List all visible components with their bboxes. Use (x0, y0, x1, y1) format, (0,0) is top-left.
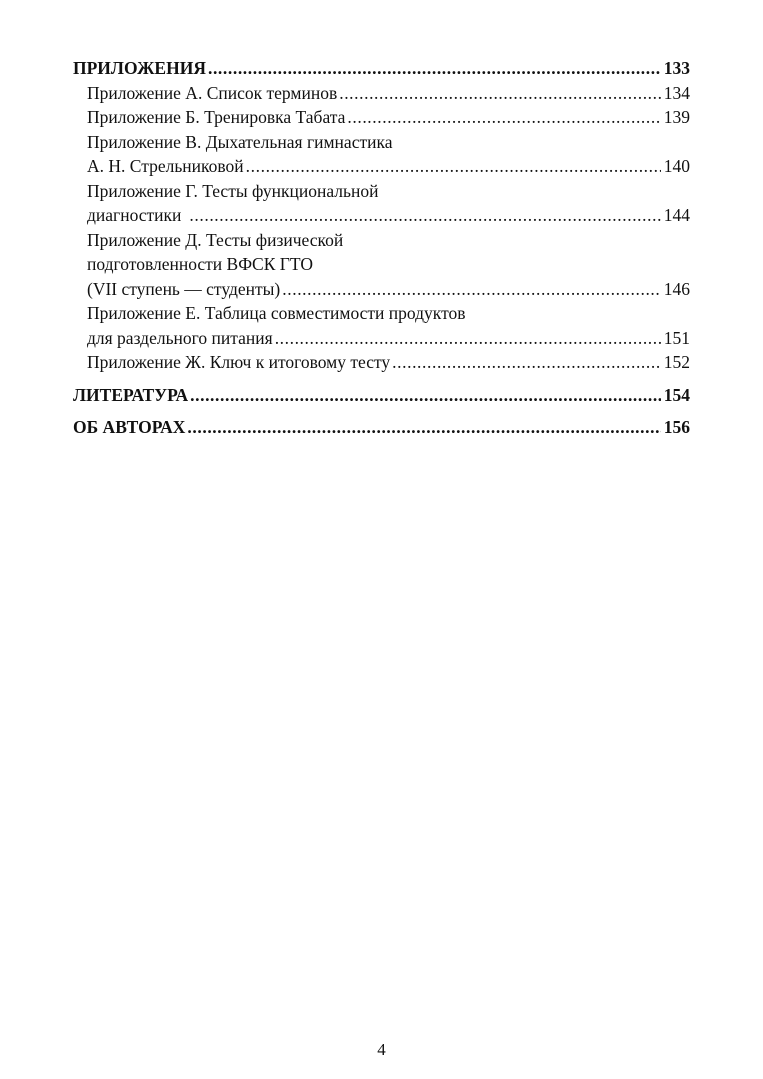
toc-entry-title-line: Приложение Е. Таблица совместимости продуктов (87, 303, 466, 323)
toc-entry-literature[interactable] (73, 383, 690, 408)
toc-entry-page: 152 (663, 352, 690, 372)
toc-entry-appendix-v[interactable] (73, 130, 690, 179)
toc-entry-title-line: Приложение В. Дыхательная гимнастика (87, 131, 393, 152)
toc-entry-appendix-b[interactable] (73, 105, 690, 130)
toc-entry-title-line: Приложение Г. Тесты функциональной (87, 180, 379, 201)
toc-entry-about-authors[interactable] (73, 415, 690, 440)
leader-dots (208, 56, 661, 81)
toc-entry-appendix-a[interactable] (73, 81, 690, 106)
toc-entry-appendix-e[interactable] (73, 301, 690, 350)
toc-entry-appendix-g[interactable] (73, 179, 690, 228)
toc-entry-page: 146 (663, 278, 690, 299)
toc-entry-page: 151 (663, 327, 690, 348)
leader-dots (189, 203, 660, 228)
toc-entry-appendix-d[interactable] (73, 228, 690, 302)
leader-dots (392, 350, 661, 375)
toc-entry-title-line: (VII ступень — студенты) (87, 278, 281, 299)
toc-entry-title: ЛИТЕРАТУРА (73, 384, 189, 405)
toc-entry-page: 156 (663, 417, 690, 437)
toc-entry-page: 133 (663, 58, 690, 78)
toc-entry-appendix-zh[interactable] (73, 350, 690, 375)
leader-dots (347, 105, 660, 130)
leader-dots (275, 326, 661, 351)
table-of-contents (73, 56, 690, 440)
toc-entry-title: Приложение А. Список терминов (87, 82, 338, 103)
toc-entry-title-line: Приложение Д. Тесты физической (87, 229, 344, 250)
toc-entry-page: 154 (663, 384, 690, 405)
toc-entry-page: 134 (663, 82, 690, 103)
toc-entry-appendices[interactable] (73, 56, 690, 81)
toc-entry-title-line: А. Н. Стрельниковой (87, 156, 244, 176)
toc-entry-title: ПРИЛОЖЕНИЯ (73, 58, 206, 78)
toc-entry-title-line: диагностики (87, 205, 182, 225)
toc-entry-title: Приложение Б. Тренировка Табата (87, 107, 346, 127)
toc-entry-title-line: подготовленности ВФСК ГТО (87, 254, 313, 274)
leader-dots (190, 383, 661, 408)
toc-entry-page: 140 (663, 156, 690, 176)
leader-dots (339, 81, 661, 106)
page-number: 4 (377, 1040, 386, 1059)
toc-entry-title-line: для раздельного питания (87, 327, 273, 348)
toc-entry-title: ОБ АВТОРАХ (73, 417, 186, 437)
leader-dots (246, 154, 661, 179)
leader-dots (187, 415, 660, 440)
toc-entry-title: Приложение Ж. Ключ к итоговому тесту (87, 352, 391, 372)
toc-entry-page: 144 (663, 205, 690, 225)
toc-entry-page: 139 (663, 107, 690, 127)
leader-dots (282, 277, 660, 302)
